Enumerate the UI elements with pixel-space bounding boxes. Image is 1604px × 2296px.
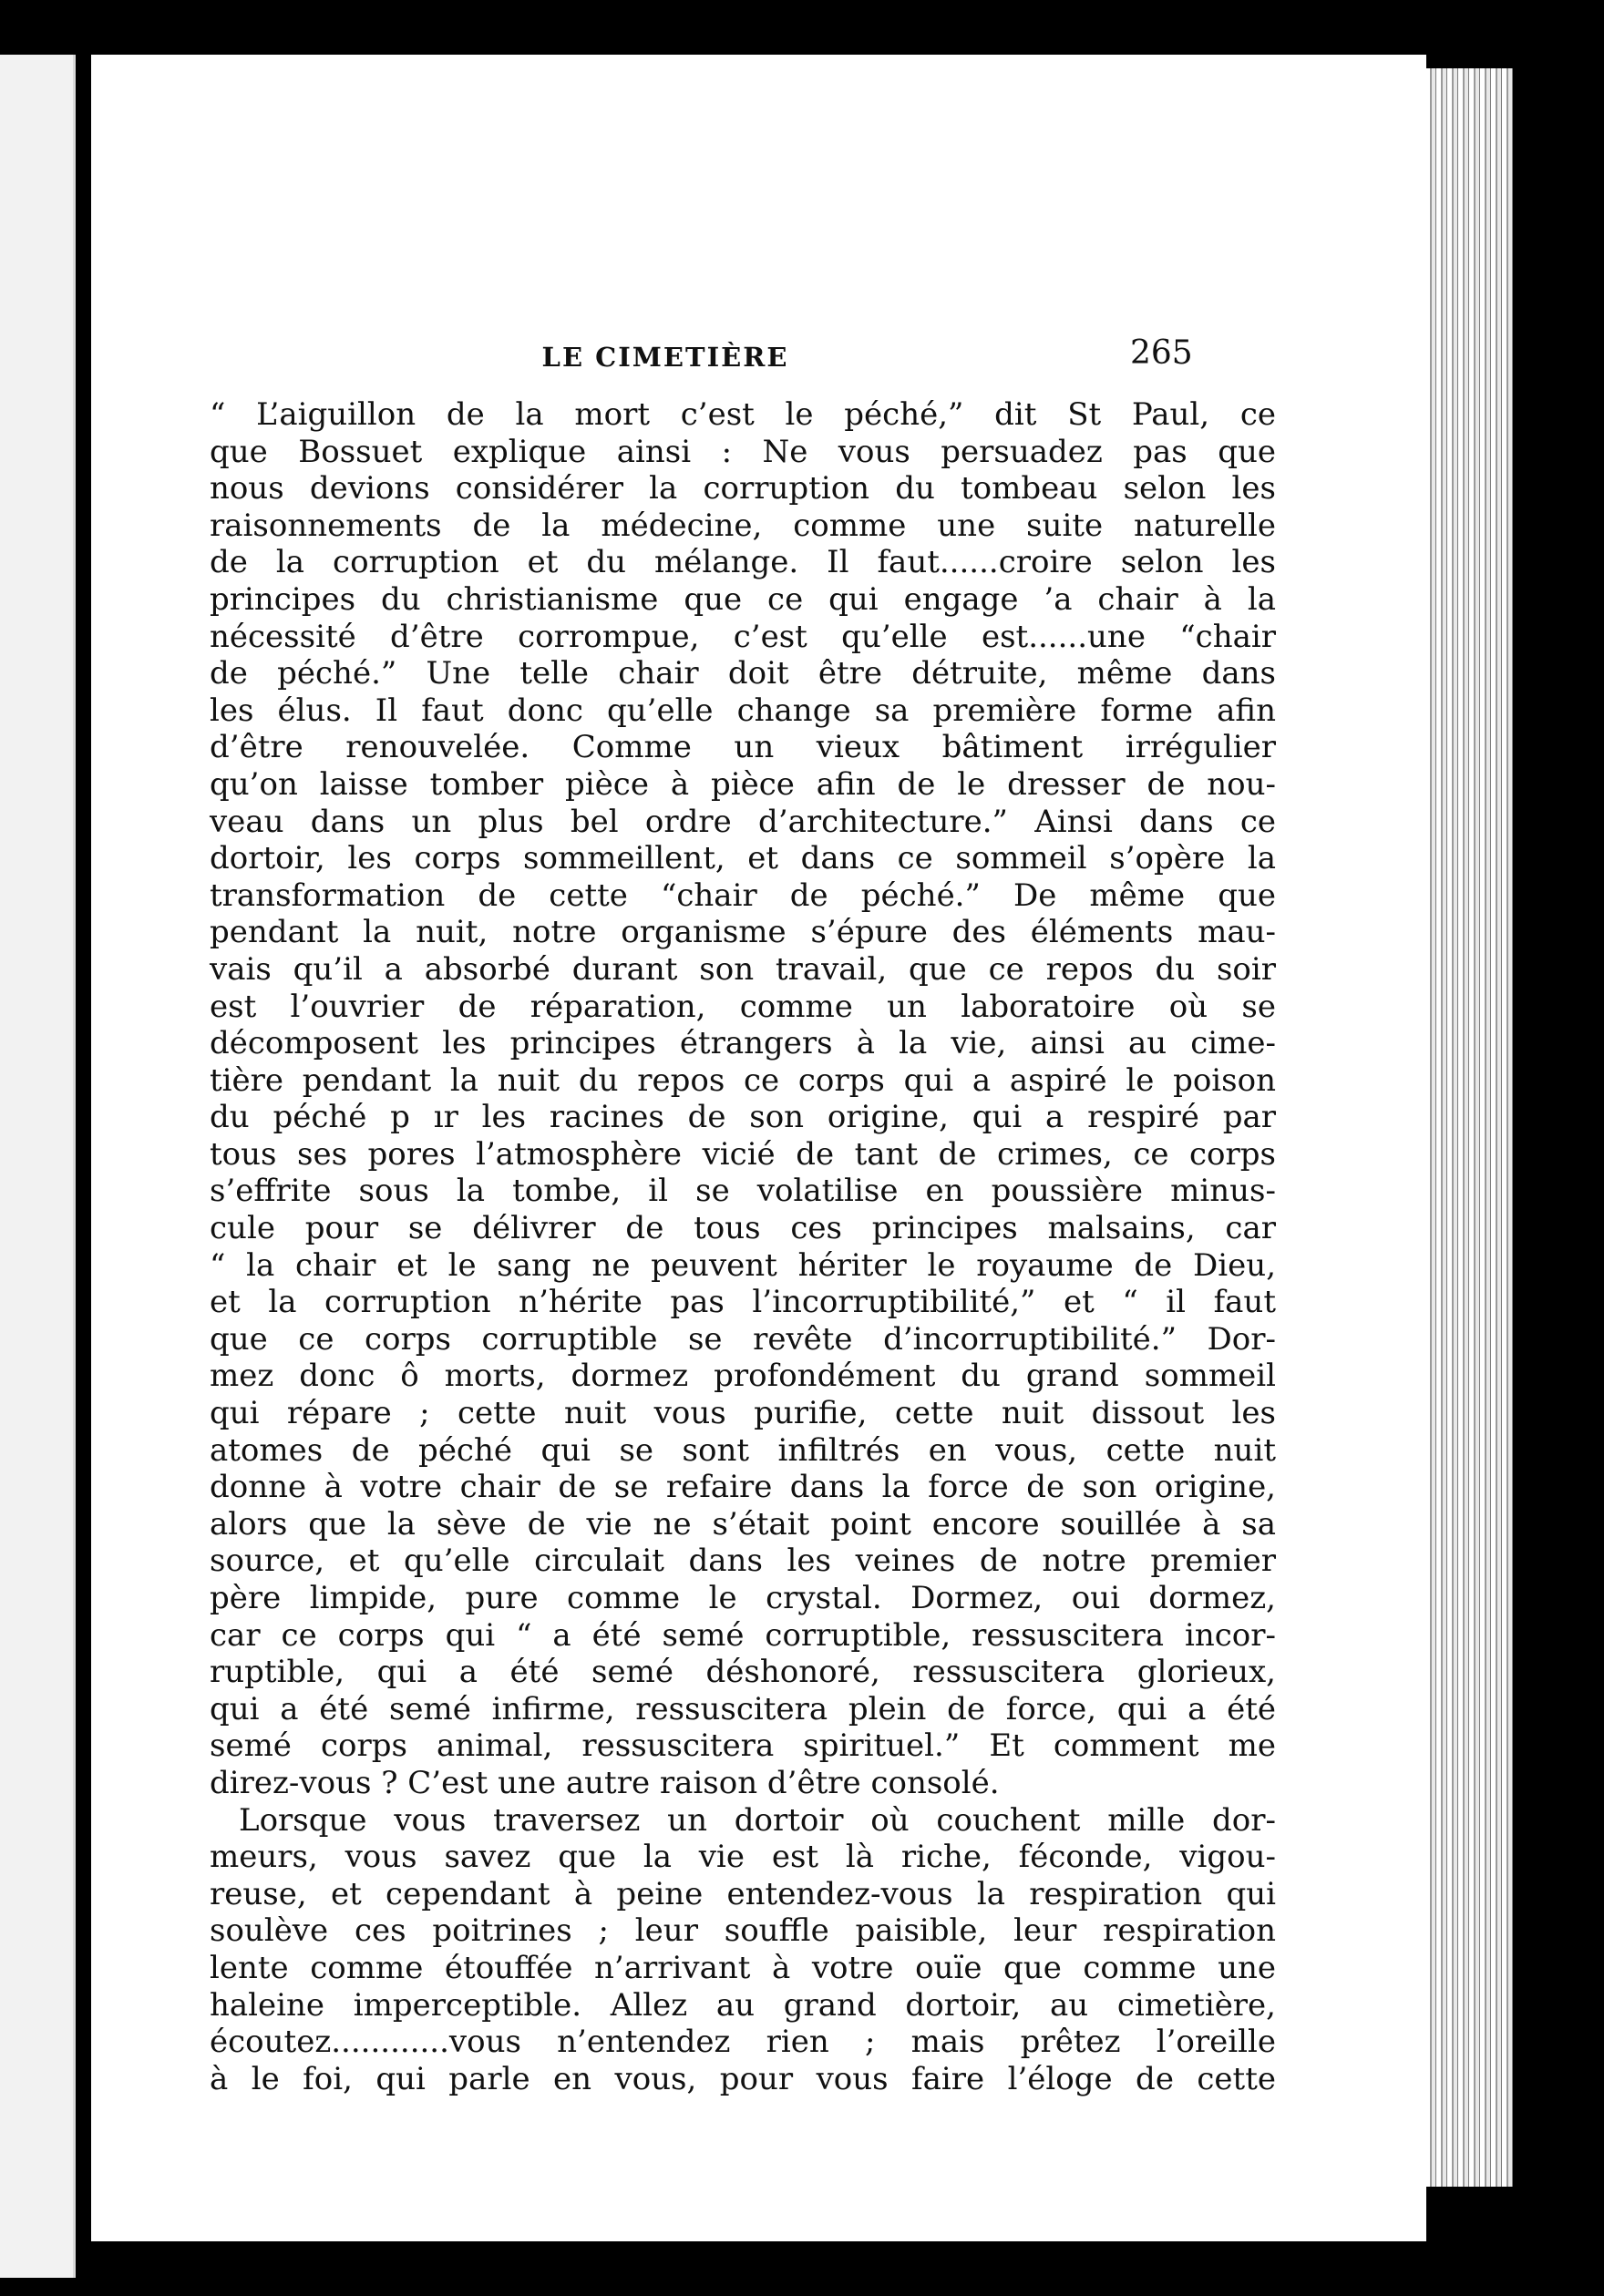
text-line: de la corruption et du mélange. Il faut......croire selon les bbox=[210, 544, 1276, 581]
text-line: “ L’aiguillon de la mort c’est le péché,” dit St Paul, ce bbox=[210, 396, 1276, 433]
text-line: décomposent les principes étrangers à la vie, ainsi au cime- bbox=[210, 1025, 1276, 1062]
text-line: lente comme étouffée n’arrivant à votre ouïe que comme une bbox=[210, 1949, 1276, 1986]
text-line: source, et qu’elle circulait dans les veines de notre premier bbox=[210, 1543, 1276, 1580]
text-line: et la corruption n’hérite pas l’incorruptibilité,” et “ il faut bbox=[210, 1284, 1276, 1321]
text-line: direz-vous ? C’est une autre raison d’être consolé. bbox=[210, 1764, 1000, 1801]
text-line: que ce corps corruptible se revête d’incorruptibilité.” Dor- bbox=[210, 1320, 1276, 1358]
text-line: dortoir, les corps sommeillent, et dans ce sommeil s’opère la bbox=[210, 840, 1276, 877]
text-line: tous ses pores l’atmosphère vicié de tant de crimes, ce corps bbox=[210, 1135, 1276, 1173]
running-title: LE CIMETIÈRE bbox=[541, 342, 789, 373]
page-number: 265 bbox=[1130, 334, 1193, 372]
text-line: vais qu’il a absorbé durant son travail, que ce repos du soir bbox=[210, 950, 1276, 988]
text-line: haleine imperceptible. Allez au grand dortoir, au cimetière, bbox=[210, 1986, 1276, 2024]
text-line: à le foi, qui parle en vous, pour vous faire l’éloge de cette bbox=[210, 2060, 1276, 2097]
text-line: tière pendant la nuit du repos ce corps qui a aspiré le poison bbox=[210, 1061, 1276, 1099]
text-line: semé corps animal, ressuscitera spirituel.” Et comment me bbox=[210, 1727, 1276, 1765]
text-line: “ la chair et le sang ne peuvent hériter le royaume de Dieu, bbox=[210, 1246, 1276, 1284]
text-line: qui répare ; cette nuit vous purifie, cette nuit dissout les bbox=[210, 1395, 1276, 1432]
text-line: est l’ouvrier de réparation, comme un laboratoire où se bbox=[210, 988, 1276, 1025]
text-line: s’effrite sous la tombe, il se volatilise en poussière minus- bbox=[210, 1173, 1276, 1210]
text-line: transformation de cette “chair de péché.” De même que bbox=[210, 876, 1276, 914]
text-line: alors que la sève de vie ne s’était point encore souillée à sa bbox=[210, 1505, 1276, 1543]
text-line: de péché.” Une telle chair doit être détruite, même dans bbox=[210, 655, 1276, 692]
text-line: ruptible, qui a été semé déshonoré, ressuscitera glorieux, bbox=[210, 1654, 1276, 1691]
text-line: soulève ces poitrines ; leur souffle paisible, leur respiration bbox=[210, 1912, 1276, 1950]
text-line: les élus. Il faut donc qu’elle change sa première forme afin bbox=[210, 692, 1276, 729]
text-line: écoutez............vous n’entendez rien ; mais prêtez l’oreille bbox=[210, 2024, 1276, 2061]
previous-page-edge bbox=[0, 55, 76, 2278]
text-line: veau dans un plus bel ordre d’architecture.” Ainsi dans ce bbox=[210, 803, 1276, 840]
text-line: d’être renouvelée. Comme un vieux bâtiment irrégulier bbox=[210, 729, 1276, 766]
text-line: raisonnements de la médecine, comme une suite naturelle bbox=[210, 507, 1276, 544]
text-line: père limpide, pure comme le crystal. Dormez, oui dormez, bbox=[210, 1580, 1276, 1616]
text-line: du péché p ır les racines de son origine, qui a respiré par bbox=[210, 1099, 1276, 1136]
text-line: atomes de péché qui se sont infiltrés en vous, cette nuit bbox=[210, 1431, 1276, 1469]
text-line: donne à votre chair de se refaire dans la force de son origine, bbox=[210, 1469, 1276, 1506]
running-head bbox=[91, 333, 1426, 387]
text-line: meurs, vous savez que la vie est là riche, féconde, vigou- bbox=[210, 1839, 1276, 1876]
text-line: pendant la nuit, notre organisme s’épure des éléments mau- bbox=[210, 914, 1276, 951]
text-line: qui a été semé infirme, ressuscitera plein de force, qui a été bbox=[210, 1690, 1276, 1727]
text-line: car ce corps qui “ a été semé corruptible, ressuscitera incor- bbox=[210, 1616, 1276, 1654]
text-line: cule pour se délivrer de tous ces principes malsains, car bbox=[210, 1210, 1276, 1247]
body-text bbox=[210, 396, 1276, 2097]
text-line: mez donc ô morts, dormez profondément du grand sommeil bbox=[210, 1358, 1276, 1395]
text-line: nécessité d’être corrompue, c’est qu’elle est......une “chair bbox=[210, 618, 1276, 655]
text-line: principes du christianisme que ce qui engage ’a chair à la bbox=[210, 580, 1276, 618]
text-line: reuse, et cependant à peine entendez-vous la respiration qui bbox=[210, 1875, 1276, 1912]
text-line: nous devions considérer la corruption du tombeau selon les bbox=[210, 470, 1276, 507]
text-line: que Bossuet explique ainsi : Ne vous persuadez pas que bbox=[210, 433, 1276, 470]
text-line: Lorsque vous traversez un dortoir où couchent mille dor- bbox=[239, 1801, 1276, 1839]
book-page bbox=[91, 55, 1426, 2241]
text-line: qu’on laisse tomber pièce à pièce afin de le dresser de nou- bbox=[210, 765, 1276, 803]
